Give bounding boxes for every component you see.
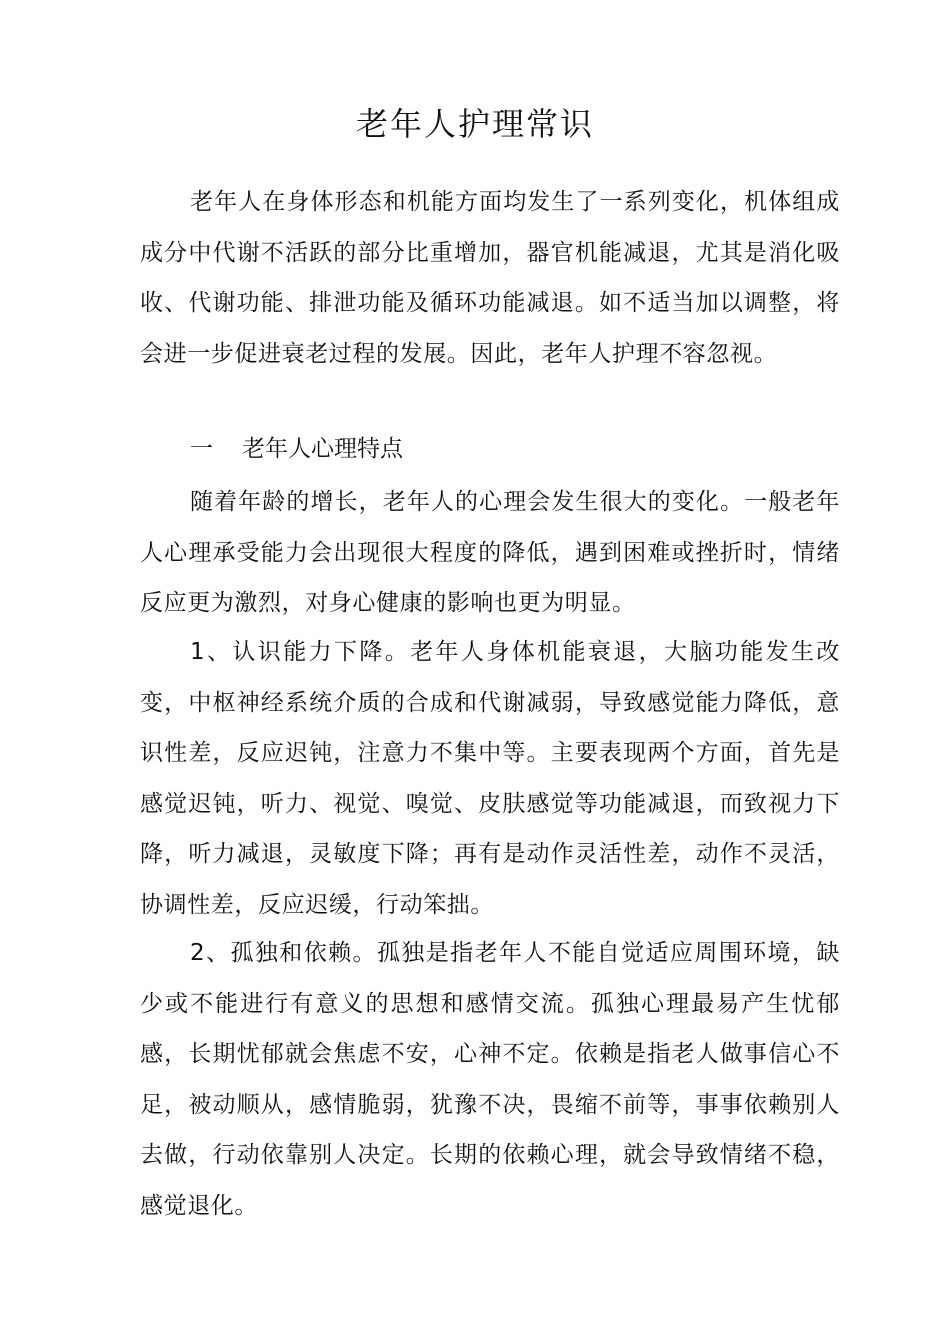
list-item-cognition: 1、认识能力下降。老年人身体机能衰退，大脑功能发生改变，中枢神经系统介质的合成和代谢减弱，导致感觉能力降低，意识性差，反应迟钝，注意力不集中等。主要表现两个方面，首先是感觉迟钝，听力、视觉、嗅觉、皮肤感觉等功能减退，而致视力下降，听力减退，灵敏度下降；再有是动作灵活性差，动作不灵活，协调性差，反应迟缓，行动笨拙。: [140, 639, 840, 918]
section-title: 老年人心理特点: [242, 436, 403, 462]
list-item-loneliness: 2、孤独和依赖。孤独是指老年人不能自觉适应周围环境，缺少或不能进行有意义的思想和感情交流。孤独心理最易产生忧郁感，长期忧郁就会焦虑不安，心神不定。依赖是指老人做事信心不足，被动顺从，感情脆弱，犹豫不决，畏缩不前等，事事依赖别人去做，行动依靠别人决定。长期的依赖心理，就会导致情绪不稳，感觉退化。: [140, 940, 840, 1219]
section-paragraph: 随着年龄的增长，老年人的心理会发生很大的变化。一般老年人心理承受能力会出现很大程度的降低，遇到困难或挫折时，情绪反应更为激烈，对身心健康的影响也更为明显。: [140, 489, 840, 616]
section-number: 一: [190, 436, 213, 462]
section-heading: [190, 427, 403, 471]
intro-paragraph: 老年人在身体形态和机能方面均发生了一系列变化，机体组成成分中代谢不活跃的部分比重增加，器官机能减退，尤其是消化吸收、代谢功能、排泄功能及循环功能减退。如不适当加以调整，将会进一步促进衰老过程的发展。因此，老年人护理不容忽视。: [140, 189, 840, 367]
document-title: 老年人护理常识: [355, 105, 594, 143]
